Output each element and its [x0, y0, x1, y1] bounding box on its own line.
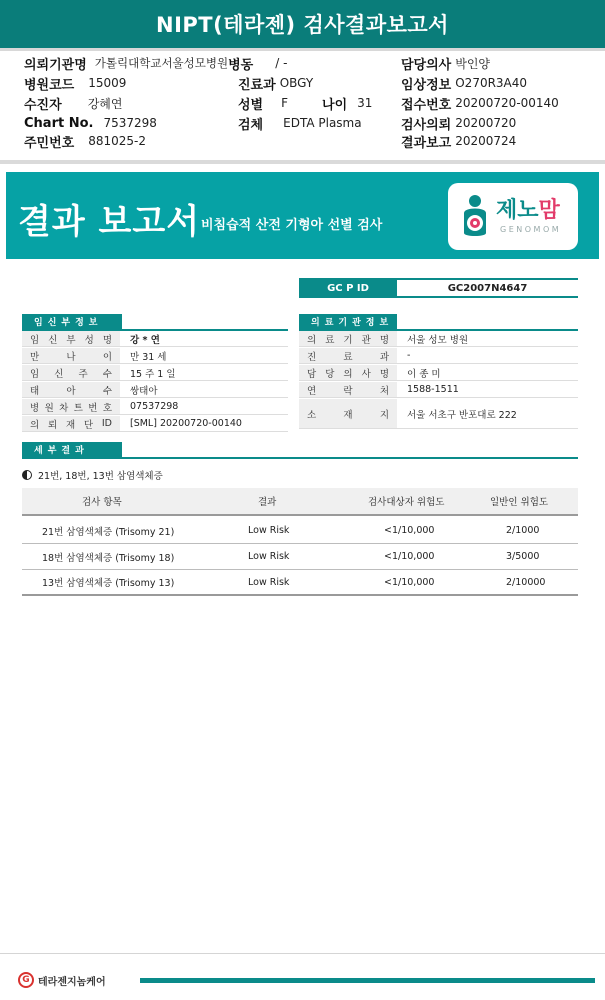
- info-row-value: 만 31 세: [130, 351, 167, 363]
- specimen-label: 검체: [238, 117, 264, 133]
- info-row-value: [SML] 20200720-00140: [130, 418, 242, 429]
- info-row: [22, 348, 288, 364]
- col-test-item: 검사 항목: [82, 497, 122, 508]
- table-cell: <1/10,000: [384, 551, 435, 562]
- table-cell: Low Risk: [248, 576, 290, 588]
- info-row-label: 태 아 수: [22, 382, 120, 397]
- info-row-value: 쌍태아: [130, 385, 158, 397]
- results-table-header: [22, 488, 578, 516]
- info-row-label: 연 락 처: [299, 382, 397, 397]
- department-label: 진료과: [238, 77, 276, 93]
- theragen-logo-icon: G: [18, 972, 34, 988]
- page-bottom-rule: [0, 953, 605, 954]
- table-cell: <1/10,000: [384, 576, 435, 588]
- theragen-logo: [18, 972, 106, 988]
- institution-label: 의뢰기관명: [24, 57, 87, 73]
- resident-no-label: 주민번호: [24, 135, 75, 151]
- info-row: [299, 382, 578, 398]
- info-row-value: 서울 성모 병원: [407, 334, 469, 346]
- col-general-risk: 일반인 위험도: [490, 497, 549, 508]
- info-row-value: 강 * 연: [130, 334, 160, 346]
- chart-no-value: 7537298: [103, 116, 157, 130]
- table-cell: 13번 삼염색체증 (Trisomy 13): [42, 578, 175, 589]
- info-row: [22, 331, 288, 347]
- table-cell: 21번 삼염색체증 (Trisomy 21): [42, 526, 175, 538]
- info-row-label: 임 신 부 성 명: [22, 331, 120, 346]
- sex-label: 성별: [238, 97, 264, 113]
- table-cell: Low Risk: [248, 551, 290, 562]
- info-row: [22, 416, 288, 432]
- age-value: 31: [357, 96, 373, 110]
- genomom-logo-subtext: GENOMOM: [500, 225, 562, 234]
- genomom-logo-text: 제노맘: [496, 198, 560, 223]
- table-row: [22, 570, 578, 596]
- info-row-value: 15 주 1 일: [130, 368, 176, 380]
- report-banner: [6, 172, 599, 259]
- half-circle-icon: [22, 470, 32, 480]
- info-row-value: 07537298: [130, 401, 179, 412]
- hospital-code-label: 병원코드: [24, 77, 75, 93]
- info-row-value: -: [407, 350, 411, 361]
- table-cell: 2/10000: [506, 576, 546, 588]
- footer-bar: [140, 978, 595, 983]
- table-cell: Low Risk: [248, 525, 290, 536]
- col-result: 결과: [258, 497, 277, 508]
- footer-company: 테라젠지놈케어: [38, 976, 106, 988]
- info-row-label: 만 나 이: [22, 348, 120, 363]
- info-row: [299, 365, 578, 381]
- info-row: [299, 331, 578, 347]
- info-row-label: 소 재 지: [299, 399, 397, 428]
- sex-value: F: [281, 96, 289, 110]
- doctor-value: 박인양: [455, 56, 491, 71]
- recipient-label: 수진자: [24, 97, 62, 113]
- mother-info-header: 임신부정보: [22, 314, 122, 329]
- gcp-id-bar: [299, 278, 578, 298]
- gcp-id-label: GC P ID: [299, 278, 397, 298]
- info-row-value: 1588-1511: [407, 384, 459, 395]
- info-row-label: 의 료 기 관 명: [299, 331, 397, 346]
- reception-no-label: 접수번호: [401, 97, 452, 113]
- report-date-value: 20200724: [455, 134, 517, 148]
- table-cell: 2/1000: [506, 525, 540, 536]
- info-row-value: 이 종 미: [407, 368, 441, 380]
- table-cell: 3/5000: [506, 551, 540, 562]
- col-subject-risk: 검사대상자 위험도: [368, 497, 445, 508]
- hospital-code-value: 15009: [88, 76, 127, 90]
- info-row: [299, 399, 578, 429]
- table-cell: 18번 삼염색체증 (Trisomy 18): [42, 552, 175, 564]
- info-row: [22, 365, 288, 381]
- info-row: [22, 399, 288, 415]
- chart-no-label: Chart No.: [24, 115, 94, 131]
- table-cell: <1/10,000: [384, 525, 435, 536]
- genomom-logo-icon: [458, 193, 492, 239]
- info-row-label: 병 원 차 트 번 호: [22, 399, 120, 414]
- ward-value: / -: [275, 56, 288, 70]
- report-subtitle: 비침습적 산전 기형아 선별 검사: [201, 218, 383, 233]
- gcp-id-value: GC2007N4647: [397, 278, 578, 298]
- institution-value: 가톨릭대학교서울성모병원: [94, 56, 229, 70]
- info-row: [299, 348, 578, 364]
- clinical-info-label: 임상정보: [401, 77, 452, 93]
- table-row: [22, 544, 578, 570]
- request-date-label: 검사의뢰: [401, 117, 452, 133]
- ward-label: 병동: [228, 57, 254, 73]
- clinical-info-value: O270R3A40: [455, 76, 528, 90]
- table-row: [22, 518, 578, 544]
- info-row-label: 진 료 과: [299, 348, 397, 363]
- detail-results-header: 세부결과: [22, 442, 122, 457]
- hospital-info-header: 의료기관정보: [299, 314, 397, 329]
- specimen-value: EDTA Plasma: [283, 116, 362, 130]
- report-title: 결과 보고서: [18, 202, 201, 242]
- reception-no-value: 20200720-00140: [455, 96, 559, 110]
- detail-results-rule: [22, 457, 578, 459]
- age-label: 나이: [322, 97, 348, 113]
- info-row-label: 임 신 주 수: [22, 365, 120, 380]
- title-divider: [0, 48, 605, 51]
- info-row-label: 담 당 의 사 명: [299, 365, 397, 380]
- document-title: NIPT(테라젠) 검사결과보고서: [0, 0, 605, 48]
- info-row-value: 서울 서초구 반포대로 222: [407, 409, 517, 421]
- genomom-logo: [448, 183, 578, 250]
- resident-no-value: 881025-2: [88, 134, 147, 148]
- info-divider: [0, 160, 605, 164]
- info-row: [22, 382, 288, 398]
- recipient-value: 강혜연: [87, 96, 123, 111]
- doctor-label: 담당의사: [401, 57, 452, 73]
- info-row-label: 의 뢰 재 단 ID: [22, 416, 120, 431]
- request-date-value: 20200720: [455, 116, 517, 130]
- report-date-label: 결과보고: [401, 135, 452, 151]
- detail-subtitle: 21번, 18번, 13번 삼염색체증: [22, 468, 163, 482]
- department-value: OBGY: [279, 76, 314, 90]
